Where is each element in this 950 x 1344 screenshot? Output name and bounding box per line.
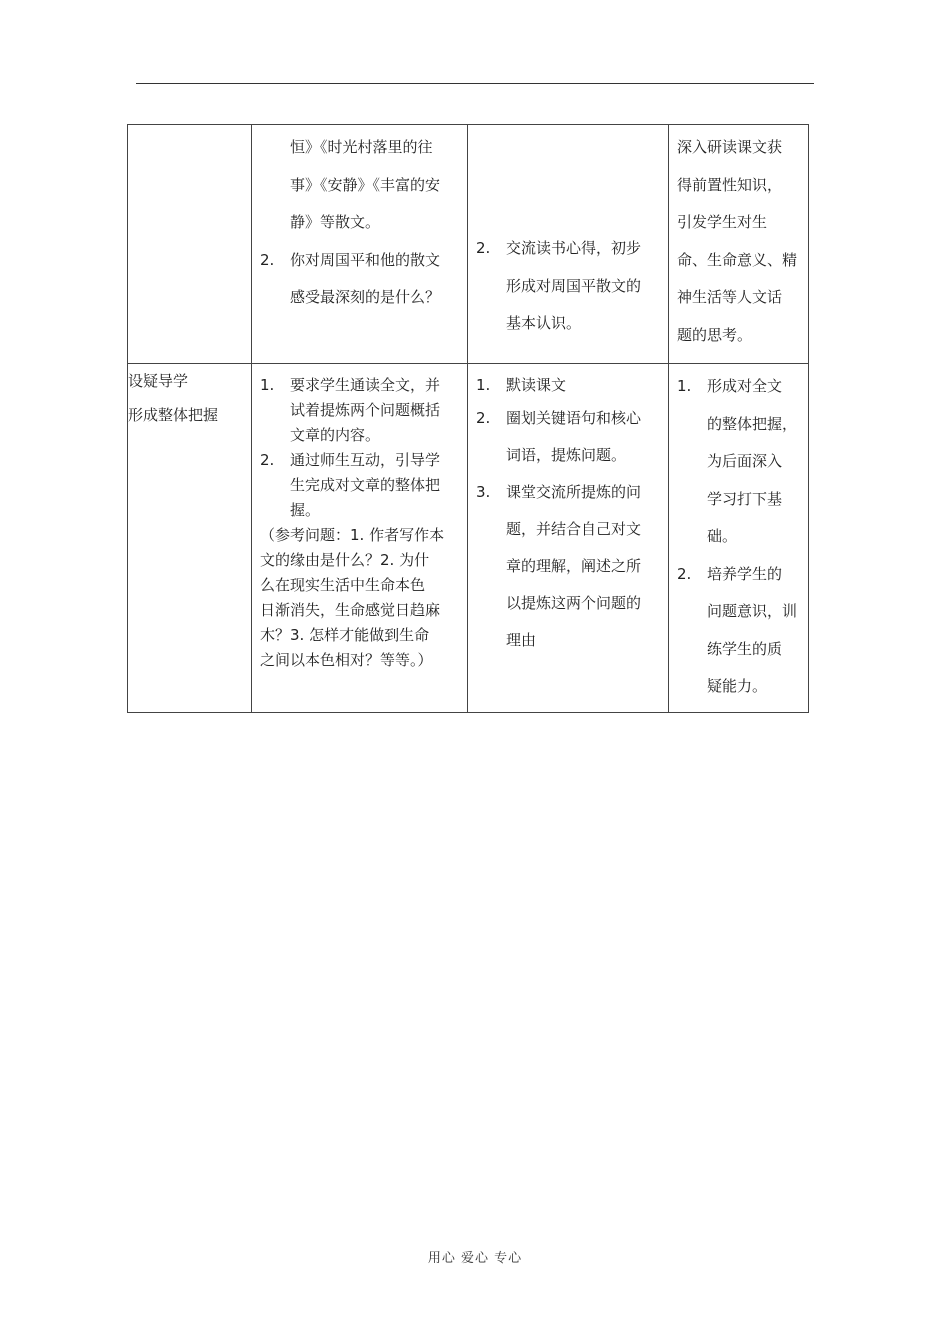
- list-item: [677, 556, 800, 706]
- list-item: [260, 242, 459, 317]
- text-line: 问题意识，训: [707, 602, 798, 620]
- text-line: 通过师生互动，引导学: [290, 451, 441, 469]
- text-line: 得前置性知识，: [677, 175, 783, 194]
- text-line: 础。: [707, 527, 738, 545]
- text-line: 文章的内容。: [290, 426, 381, 444]
- page-footer: 用心 爱心 专心: [427, 1251, 523, 1266]
- text-line: 之间以本色相对？等等。）: [260, 651, 433, 669]
- text-line: 静》等散文。: [290, 213, 381, 231]
- item-number: 2.: [677, 564, 692, 583]
- text-line: 培养学生的: [707, 564, 783, 583]
- list-item: [677, 368, 800, 556]
- text-line: 理由: [506, 631, 537, 649]
- item-number: 2.: [260, 451, 275, 469]
- teacher-activity-cell: [252, 125, 468, 364]
- text-line: 引发学生对生: [677, 213, 768, 231]
- text-line: 命、生命意义、精: [677, 250, 798, 269]
- list-item: [476, 400, 660, 474]
- item-number: 2.: [476, 239, 491, 257]
- text-line: 神生活等人文话: [677, 288, 783, 306]
- item-number: 3.: [476, 483, 491, 501]
- text-line: 你对周国平和他的散文: [290, 250, 441, 269]
- text-line: 形成对周国平散文的: [506, 276, 642, 295]
- text-line: 交流读书心得，初步: [506, 239, 642, 257]
- design-intent-cell: [669, 125, 809, 364]
- stage-label: 形成整体把握: [128, 406, 219, 424]
- text-line: 疑能力。: [707, 677, 768, 695]
- table-row: [128, 125, 809, 364]
- list-item: [476, 373, 660, 398]
- stage-cell: [128, 364, 252, 713]
- text-line: 日渐消失，生命感觉日趋麻: [260, 601, 441, 619]
- text-line: 试着提炼两个问题概括: [290, 401, 441, 419]
- text-line: 为后面深入: [707, 452, 783, 470]
- item-number: 1.: [677, 377, 692, 395]
- text-line: 练学生的质: [707, 639, 783, 658]
- text-line: 题的思考。: [677, 325, 753, 344]
- list-item: [476, 474, 660, 659]
- stage-label: [128, 125, 251, 135]
- stage-label: 设疑导学: [128, 372, 189, 390]
- text-line: 题，并结合自己对文: [506, 520, 642, 538]
- item-number: 2.: [260, 250, 275, 269]
- text-line: 词语，提炼问题。: [506, 446, 627, 464]
- text-line: 深入研读课文获: [677, 138, 783, 156]
- text-line: 形成对全文: [707, 377, 783, 395]
- design-intent-cell: [669, 364, 809, 713]
- student-activity-cell: [468, 125, 669, 364]
- text-line: 课堂交流所提炼的问: [506, 483, 642, 501]
- text-line: 圈划关键语句和核心: [506, 409, 642, 427]
- text-line: （参考问题：1. 作者写作本: [260, 526, 445, 544]
- item-number: 1.: [476, 376, 491, 394]
- text-line: 以提炼这两个问题的: [506, 594, 642, 612]
- reference-note: [260, 523, 459, 673]
- lesson-plan-table: [127, 124, 809, 713]
- student-activity-cell: [468, 364, 669, 713]
- item-number: 1.: [260, 376, 275, 394]
- text-line: 学习打下基: [707, 489, 783, 508]
- text-line: 要求学生通读全文，并: [290, 376, 441, 394]
- text-line: 事》《安静》《丰富的安: [290, 175, 441, 194]
- teacher-activity-cell: [252, 364, 468, 713]
- text-line: 的整体把握，: [707, 414, 798, 433]
- table-row: [128, 364, 809, 713]
- list-item: [476, 230, 660, 343]
- text-line: 握。: [290, 501, 321, 519]
- header-rule: [136, 83, 814, 84]
- text-line: 章的理解，阐述之所: [506, 557, 642, 575]
- text-line: 基本认识。: [506, 314, 582, 332]
- list-item: [260, 373, 459, 448]
- text-line: 恒》《时光村落里的往: [290, 138, 433, 156]
- text-line: 生完成对文章的整体把: [290, 476, 441, 494]
- stage-cell: [128, 125, 252, 364]
- text-line: 么在现实生活中生命本色: [260, 576, 426, 594]
- text-line: 默读课文: [506, 376, 567, 394]
- item-number: 2.: [476, 409, 491, 427]
- list-item: [260, 448, 459, 523]
- text-line: 感受最深刻的是什么？: [290, 288, 441, 306]
- text-line: 木？3. 怎样才能做到生命: [260, 626, 430, 644]
- text-line: 文的缘由是什么？2. 为什: [260, 551, 430, 569]
